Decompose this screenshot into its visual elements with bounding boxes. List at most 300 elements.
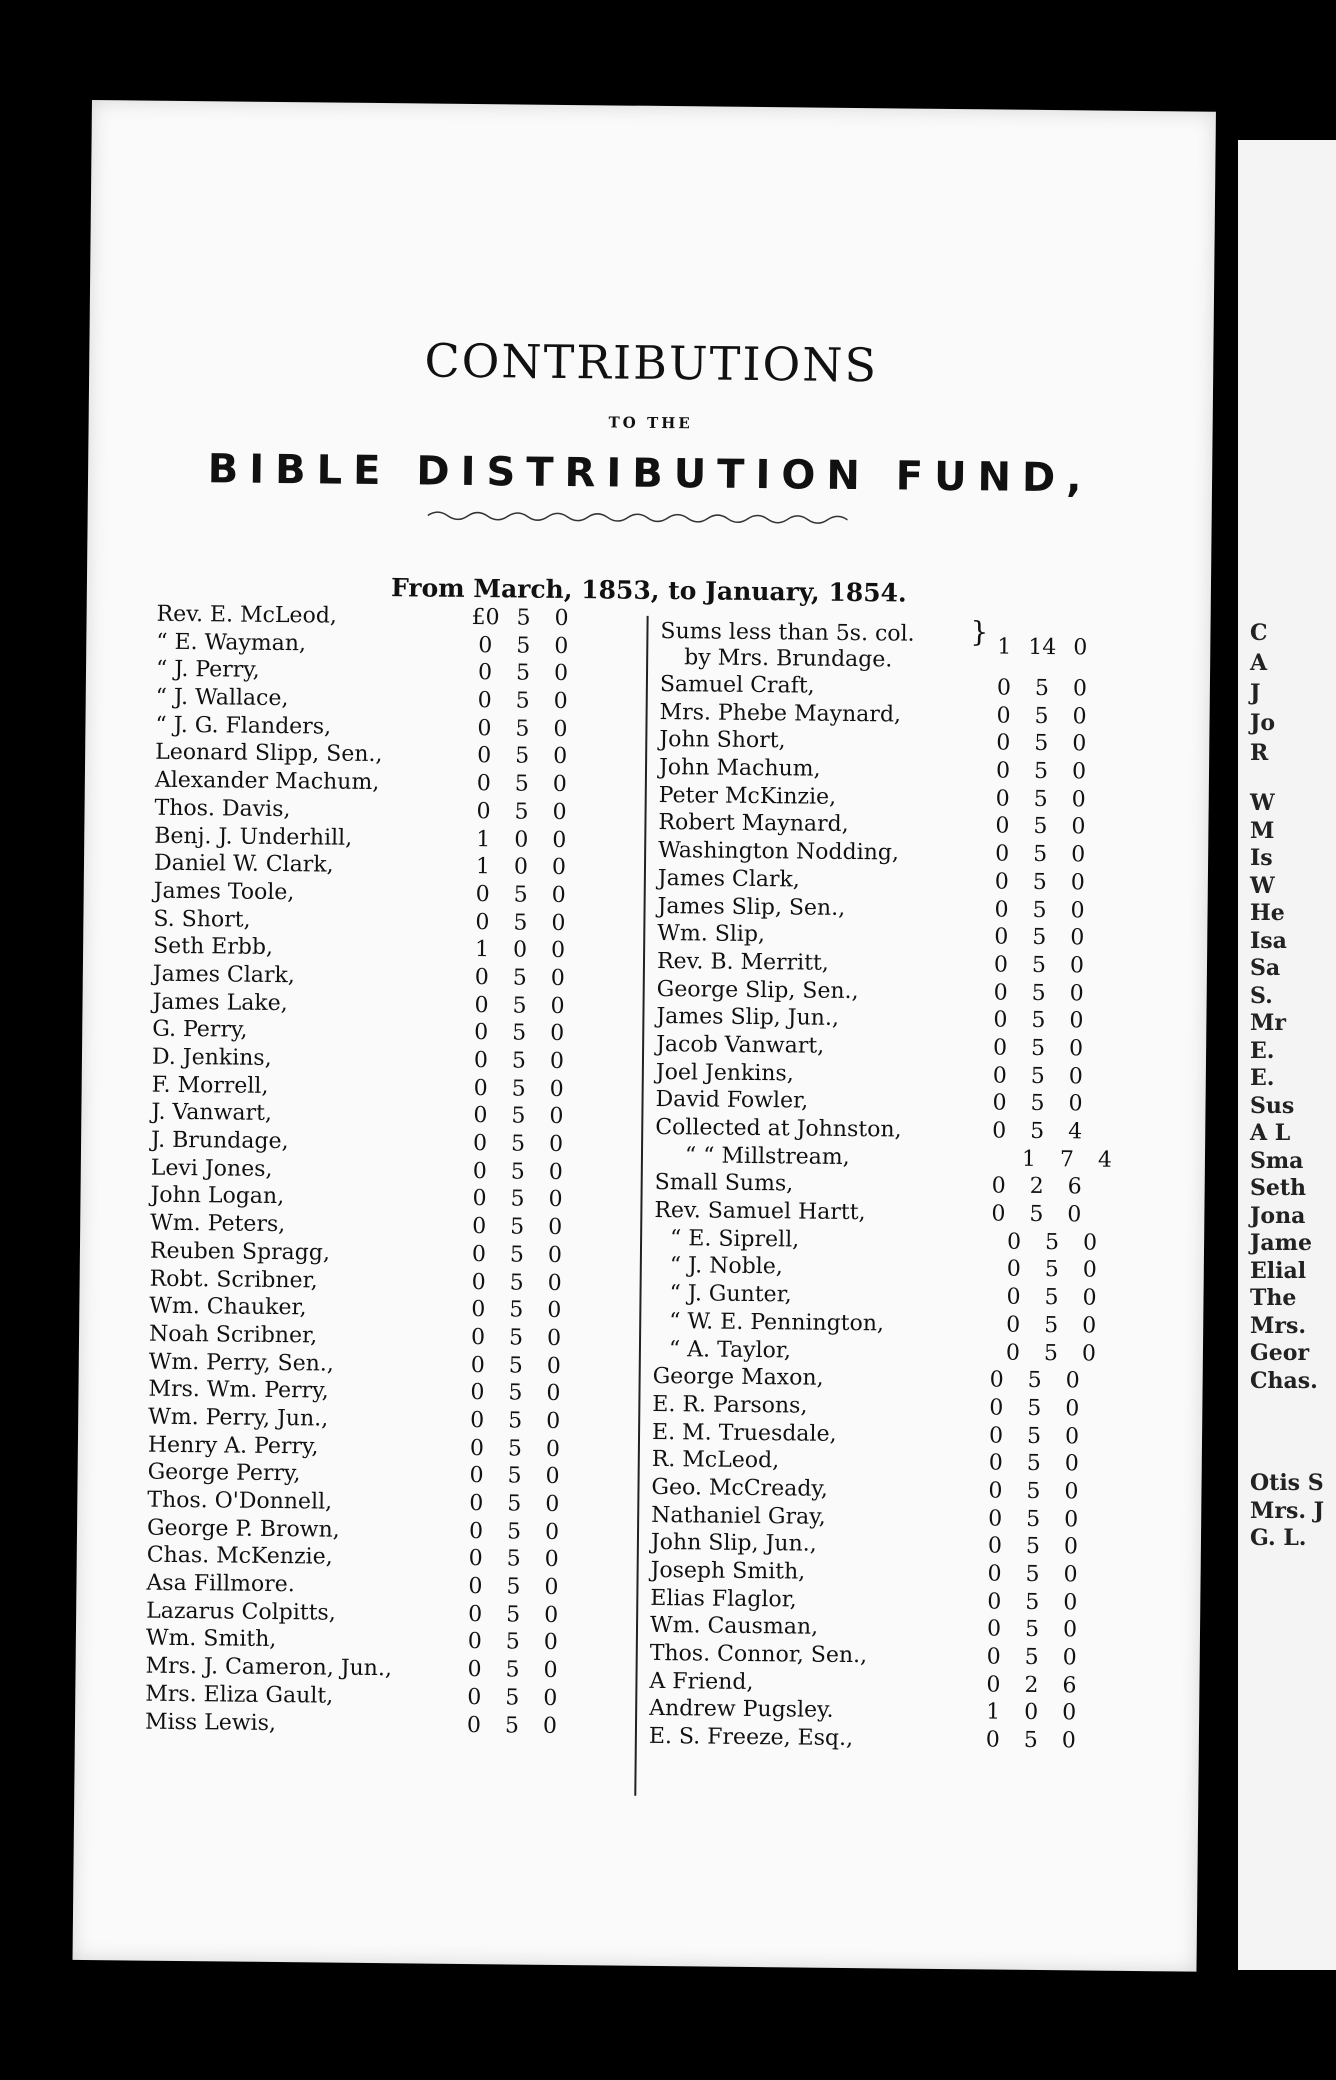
amount-pounds: 0 (469, 1463, 484, 1489)
adjacent-page-text: S. (1250, 982, 1273, 1009)
amount-shillings: 5 (1044, 1312, 1059, 1338)
left-contribution-column (145, 601, 697, 1742)
amount-shillings: 5 (513, 910, 528, 936)
amount-pence: 0 (544, 1602, 559, 1628)
amount-pounds: 0 (475, 881, 490, 908)
amount-pence: 0 (547, 1242, 563, 1268)
amount-shillings: 5 (1044, 1285, 1059, 1311)
amount-shillings: 5 (504, 1712, 520, 1739)
adjacent-page-text: Is (1250, 845, 1273, 871)
amount-shillings: 5 (505, 1629, 521, 1656)
amount-shillings: 5 (1026, 1478, 1041, 1504)
entry-name: John Machum, (658, 755, 821, 782)
amount-pounds: 0 (474, 992, 489, 1018)
amount-pence: 0 (543, 1685, 558, 1711)
amount-shillings: 2 (1024, 1672, 1039, 1698)
amount-pounds: 0 (469, 1435, 485, 1461)
amount-pounds: 0 (994, 869, 1009, 895)
amount-shillings: 5 (511, 1076, 526, 1102)
amount-pounds: 1 (997, 634, 1012, 660)
entry-name: Mrs. Eliza Gault, (145, 1681, 334, 1709)
amount-shillings: 5 (508, 1408, 523, 1434)
entry-name: Andrew Pugsley. (649, 1696, 834, 1724)
entry-name: Rev. E. McLeod, (156, 601, 337, 629)
amount-shillings: 5 (1033, 786, 1048, 812)
adjacent-page-text: G. L. (1250, 1525, 1307, 1551)
amount-pounds: 0 (995, 841, 1010, 867)
amount-shillings: 5 (1025, 1589, 1040, 1615)
amount-pounds: 0 (474, 1020, 489, 1046)
amount-pounds: 0 (472, 1158, 487, 1184)
amount-shillings: 5 (1034, 703, 1049, 729)
amount-pounds: 0 (473, 1103, 488, 1129)
entry-name: Miss Lewis, (144, 1709, 277, 1736)
amount-pence: 0 (544, 1574, 559, 1601)
adjacent-page-text: W (1250, 872, 1275, 899)
amount-pence: 0 (1064, 1479, 1079, 1505)
adjacent-page-text: Sa (1250, 955, 1281, 981)
amount-pounds: 0 (991, 1201, 1006, 1227)
document-page (73, 100, 1216, 1972)
amount-pence: 0 (1068, 1036, 1084, 1062)
adjacent-page-text: Mrs. (1250, 1312, 1306, 1339)
amount-pence: 0 (545, 1491, 560, 1517)
amount-shillings: 5 (511, 1103, 526, 1129)
entry-name: Wm. Peters, (150, 1210, 286, 1238)
entry-name: Seth Erbb, (153, 933, 274, 961)
amount-shillings: 2 (1029, 1174, 1044, 1200)
adjacent-page-text: C (1250, 620, 1268, 646)
amount-pounds: 0 (476, 798, 491, 825)
amount-pence: 0 (543, 1657, 558, 1684)
entry-name: J. Brundage, (150, 1127, 289, 1155)
entry-name: Wm. Causman, (649, 1613, 819, 1641)
amount-pence: 0 (544, 1519, 560, 1545)
amount-shillings: 5 (516, 633, 531, 659)
entry-name: D. Jenkins, (151, 1044, 272, 1071)
adjacent-page-text: Seth (1250, 1175, 1307, 1201)
amount-pence: 0 (1068, 1063, 1083, 1090)
amount-pounds: 0 (992, 1063, 1007, 1089)
entry-name: Joseph Smith, (650, 1557, 806, 1585)
adjacent-page-text: Sma (1250, 1147, 1304, 1174)
amount-pence: 0 (552, 799, 567, 825)
entry-name: “ J. Perry, (155, 657, 260, 684)
entry-name: Washington Nodding, (658, 838, 900, 866)
amount-shillings: 5 (510, 1186, 525, 1213)
amount-pence: 0 (550, 993, 565, 1019)
amount-pence: 0 (1082, 1313, 1097, 1339)
amount-pounds: 0 (991, 1173, 1006, 1200)
amount-pounds: 0 (987, 1533, 1003, 1559)
amount-shillings: 5 (512, 1020, 527, 1046)
amount-shillings: 5 (1030, 1118, 1045, 1145)
amount-pence: 0 (547, 1270, 562, 1296)
amount-pence: 0 (542, 1713, 558, 1739)
amount-pounds: 0 (468, 1574, 483, 1600)
amount-shillings: 5 (513, 882, 528, 908)
adjacent-page-text: A (1250, 650, 1268, 676)
amount-pence: 0 (549, 1076, 564, 1102)
amount-pence: 0 (1069, 980, 1084, 1006)
amount-shillings: 0 (512, 937, 528, 963)
amount-shillings: 5 (515, 716, 530, 742)
amount-pounds: 0 (988, 1506, 1003, 1532)
amount-pounds: 0 (1006, 1257, 1021, 1283)
entry-name: Rev. Samuel Hartt, (654, 1198, 866, 1226)
amount-pence: 0 (553, 688, 568, 715)
amount-pounds: 0 (470, 1324, 486, 1351)
amount-pounds: 0 (1006, 1284, 1021, 1310)
amount-pounds: 0 (995, 786, 1010, 812)
amount-pounds: 0 (1006, 1229, 1022, 1255)
adjacent-page-text: The (1250, 1285, 1297, 1311)
amount-pence: 0 (550, 938, 566, 964)
amount-shillings: 5 (1024, 1617, 1040, 1643)
amount-pence: 0 (1071, 787, 1086, 813)
amount-pence: 0 (553, 716, 568, 742)
entry-name: R. McLeod, (651, 1447, 780, 1474)
entry-name: Nathaniel Gray, (651, 1502, 826, 1530)
amount-pence: 0 (1062, 1645, 1077, 1671)
amount-pounds: £0 (471, 605, 500, 631)
amount-pence: 0 (1082, 1285, 1097, 1311)
amount-shillings: 5 (1027, 1395, 1042, 1421)
adjacent-page-text: Jo (1250, 710, 1276, 736)
entry-name: F. Morrell, (151, 1072, 269, 1099)
amount-pounds: 0 (476, 771, 491, 797)
adjacent-page-text: R (1250, 740, 1269, 766)
amount-pence: 0 (1081, 1340, 1097, 1367)
amount-pence: 0 (551, 910, 566, 936)
amount-pounds: 0 (467, 1657, 482, 1683)
amount-pounds: 0 (988, 1423, 1004, 1449)
amount-shillings: 5 (515, 660, 531, 686)
amount-pence: 0 (1062, 1700, 1077, 1726)
amount-pounds: 0 (995, 813, 1010, 840)
amount-pounds: 0 (986, 1616, 1002, 1642)
entry-name: Rev. B. Merritt, (656, 948, 829, 976)
amount-pence: 0 (1073, 634, 1088, 660)
list-item (145, 1708, 685, 1741)
entry-name: Mrs. J. Cameron, Jun., (145, 1653, 393, 1682)
amount-pence: 0 (1082, 1230, 1098, 1256)
amount-shillings: 5 (505, 1657, 520, 1683)
amount-pounds: 0 (470, 1380, 485, 1406)
list-item (660, 616, 1201, 677)
amount-pence: 0 (548, 1214, 563, 1241)
amount-pence: 0 (545, 1436, 561, 1462)
amount-shillings: 5 (1027, 1368, 1042, 1394)
amount-pounds: 0 (468, 1546, 483, 1572)
amount-shillings: 5 (516, 605, 531, 631)
amount-pounds: 0 (996, 675, 1012, 701)
entry-name: Mrs. Phebe Maynard, (659, 699, 902, 728)
amount-shillings: 0 (1024, 1700, 1039, 1726)
entry-name: Henry A. Perry, (147, 1432, 319, 1460)
entry-name: Peter McKinzie, (658, 782, 837, 810)
amount-shillings: 5 (1034, 675, 1050, 702)
fund-heading: BIBLE DISTRIBUTION FUND, (207, 446, 1093, 502)
amount-pence: 4 (1068, 1119, 1083, 1145)
amount-shillings: 0 (514, 826, 529, 853)
amount-shillings: 5 (1026, 1423, 1042, 1449)
amount-shillings: 0 (513, 854, 529, 880)
amount-pence: 0 (1065, 1396, 1080, 1422)
amount-pence: 6 (1062, 1673, 1077, 1699)
amount-pence: 0 (553, 661, 569, 687)
page-title: CONTRIBUTIONS (424, 333, 879, 393)
amount-shillings: 5 (515, 743, 530, 770)
amount-pounds: 0 (469, 1491, 484, 1517)
entry-name: “ J. G. Flanders, (155, 712, 332, 740)
amount-shillings: 5 (510, 1214, 525, 1240)
amount-pence: 0 (554, 633, 569, 659)
amount-pence: 0 (1068, 1091, 1083, 1117)
amount-pence: 0 (1064, 1506, 1079, 1533)
entry-name: A Friend, (649, 1668, 754, 1695)
amount-pence: 0 (1070, 897, 1085, 923)
amount-pounds: 0 (988, 1478, 1003, 1504)
amount-pence: 0 (552, 827, 567, 853)
entry-name: David Fowler, (655, 1087, 809, 1114)
amount-pounds: 0 (467, 1629, 483, 1655)
entry-name: Wm. Chauker, (149, 1293, 307, 1321)
amount-pounds: 0 (471, 1297, 486, 1323)
amount-pence: 0 (551, 882, 566, 908)
adjacent-page-text: A L (1250, 1120, 1291, 1146)
amount-pounds: 0 (992, 1035, 1008, 1061)
entry-name-continued: by Mrs. Brundage. (684, 645, 893, 673)
amount-shillings: 5 (1025, 1534, 1041, 1560)
adjacent-page-text: Jona (1250, 1202, 1306, 1229)
amount-pounds: 0 (989, 1367, 1004, 1393)
amount-pounds: 0 (987, 1589, 1002, 1615)
amount-shillings: 5 (1031, 952, 1047, 978)
list-item (649, 1723, 1189, 1756)
entry-name: James Lake, (152, 989, 288, 1016)
amount-pounds: 0 (1005, 1340, 1021, 1366)
amount-pounds: 0 (996, 703, 1011, 729)
entry-name: E. R. Parsons, (652, 1391, 808, 1419)
amount-shillings: 5 (1033, 758, 1049, 785)
amount-pence: 6 (1067, 1174, 1082, 1200)
entry-name: Thos. Davis, (154, 795, 291, 822)
entry-name: S. Short, (153, 906, 251, 933)
amount-pence: 0 (1063, 1562, 1078, 1588)
amount-pounds: 0 (468, 1601, 483, 1627)
amount-shillings: 5 (512, 965, 527, 991)
amount-shillings: 5 (1029, 1201, 1044, 1228)
amount-pounds: 1 (475, 854, 491, 880)
amount-shillings: 5 (514, 799, 529, 825)
amount-pounds: 0 (986, 1644, 1001, 1670)
amount-shillings: 5 (506, 1574, 521, 1600)
amount-shillings: 5 (506, 1546, 521, 1572)
entry-name: James Clark, (152, 961, 295, 989)
amount-pounds: 0 (987, 1561, 1002, 1587)
amount-pence: 0 (550, 1021, 565, 1047)
entry-name: E. S. Freeze, Esq., (648, 1724, 854, 1752)
right-contribution-column (634, 616, 1200, 1802)
amount-shillings: 5 (1031, 980, 1046, 1006)
amount-shillings: 5 (1030, 1091, 1045, 1117)
amount-pounds: 0 (995, 758, 1011, 784)
amount-pounds: 0 (471, 1269, 486, 1295)
entry-name: Robt. Scribner, (149, 1266, 318, 1293)
entry-name: Noah Scribner, (148, 1321, 318, 1349)
amount-shillings: 5 (506, 1519, 522, 1545)
entry-name: “ J. Gunter, (669, 1281, 792, 1308)
amount-pence: 0 (1071, 814, 1086, 840)
amount-shillings: 5 (511, 1048, 527, 1074)
amount-pence: 0 (548, 1159, 563, 1185)
amount-pounds: 0 (470, 1352, 485, 1378)
amount-pence: 0 (1070, 870, 1085, 896)
adjacent-page-text: J (1250, 680, 1261, 706)
amount-shillings: 5 (1032, 925, 1047, 951)
brace-icon: } (970, 615, 989, 649)
adjacent-page-text: Mr (1250, 1010, 1286, 1036)
amount-pence: 0 (1062, 1617, 1078, 1643)
amount-pounds: 0 (473, 1048, 489, 1074)
entry-name: Wm. Perry, Jun., (148, 1404, 329, 1432)
amount-pence: 0 (548, 1187, 563, 1213)
entry-name: “ A. Taylor, (668, 1336, 792, 1363)
entry-name: George P. Brown, (146, 1515, 340, 1543)
amount-pounds: 1 (474, 937, 490, 963)
amount-pounds: 0 (993, 1007, 1008, 1033)
amount-pence: 0 (549, 1104, 564, 1130)
amount-shillings: 5 (1026, 1506, 1041, 1532)
entry-name: James Clark, (657, 865, 800, 893)
amount-pounds: 0 (468, 1518, 484, 1544)
entry-name: Mrs. Wm. Perry, (148, 1376, 329, 1404)
entry-name: Samuel Craft, (659, 671, 815, 699)
amount-pounds: 0 (472, 1214, 487, 1240)
amount-shillings: 14 (1028, 634, 1057, 660)
amount-shillings: 5 (510, 1131, 526, 1157)
amount-pounds: 0 (1006, 1312, 1021, 1338)
wavy-rule-ornament (428, 509, 848, 527)
entry-name: J. Vanwart, (151, 1100, 273, 1127)
amount-shillings: 5 (1026, 1451, 1041, 1477)
amount-pounds: 0 (478, 632, 493, 658)
amount-pounds: 0 (466, 1712, 482, 1738)
subtitle-to-the: TO THE (608, 413, 693, 433)
amount-shillings: 5 (1024, 1644, 1039, 1671)
amount-pence: 0 (553, 744, 568, 770)
amount-pence: 0 (1072, 676, 1088, 702)
amount-pounds: 0 (473, 1075, 488, 1101)
amount-pounds: 0 (474, 964, 489, 991)
amount-pence: 0 (1064, 1451, 1079, 1477)
adjacent-page-text: Elial (1250, 1257, 1307, 1284)
amount-pounds: 0 (986, 1672, 1001, 1698)
amount-pence: 0 (1071, 842, 1086, 868)
entry-name: “ J. Noble, (669, 1253, 783, 1280)
adjacent-page-text: Geor (1250, 1340, 1310, 1366)
amount-pence: 0 (549, 1048, 565, 1074)
amount-pounds: 0 (989, 1395, 1004, 1421)
amount-shillings: 5 (1032, 869, 1047, 895)
amount-pence: 0 (1071, 759, 1087, 785)
amount-pence: 0 (546, 1325, 562, 1351)
amount-pence: 0 (545, 1464, 560, 1490)
entry-name: Reuben Spragg, (149, 1238, 331, 1266)
adjacent-page-text: Jame (1250, 1230, 1312, 1256)
adjacent-page-text: W (1250, 790, 1275, 816)
amount-shillings: 5 (508, 1352, 523, 1379)
amount-pounds: 0 (477, 743, 492, 769)
amount-pounds: 0 (477, 715, 492, 741)
entry-name: Wm. Smith, (145, 1626, 277, 1653)
amount-pence: 0 (551, 855, 567, 881)
entry-name: John Slip, Jun., (650, 1530, 817, 1557)
entry-name: James Toole, (153, 878, 295, 906)
amount-pounds: 0 (988, 1450, 1003, 1476)
amount-shillings: 5 (509, 1269, 524, 1296)
entry-name: Robert Maynard, (658, 810, 849, 838)
entry-name: E. M. Truesdale, (651, 1419, 837, 1447)
amount-pounds: 0 (475, 909, 490, 935)
entry-name: Benj. J. Underhill, (154, 823, 353, 851)
entry-name: Chas. McKenzie, (146, 1543, 333, 1570)
entry-name: “ E. Siprell, (669, 1225, 800, 1253)
entry-name: Wm. Slip, (657, 921, 766, 948)
entry-name: Wm. Perry, Sen., (148, 1349, 334, 1377)
entry-name: “ E. Wayman, (156, 629, 307, 656)
entry-name: Alexander Machum, (154, 767, 380, 796)
amount-pence: 0 (1064, 1423, 1080, 1449)
amount-pence: 4 (1097, 1147, 1113, 1173)
amount-shillings: 5 (507, 1491, 522, 1517)
amount-pence: 0 (550, 965, 565, 991)
amount-pounds: 1 (476, 826, 491, 852)
amount-pounds: 0 (472, 1186, 487, 1212)
entry-name: “ “ Millstream, (684, 1142, 850, 1170)
amount-shillings: 5 (505, 1685, 520, 1711)
adjacent-page-text: M (1250, 817, 1275, 844)
amount-pounds: 1 (1021, 1146, 1037, 1172)
entry-name: Collected at Johnston, (655, 1114, 902, 1143)
amount-shillings: 5 (1043, 1340, 1059, 1366)
adjacent-page-text: Mrs. J (1250, 1497, 1325, 1524)
entry-name: Lazarus Colpitts, (146, 1598, 336, 1626)
amount-pounds: 0 (992, 1118, 1007, 1144)
amount-shillings: 5 (512, 993, 527, 1019)
amount-pence: 0 (1061, 1728, 1077, 1754)
entry-name: John Short, (659, 727, 786, 754)
amount-shillings: 5 (1032, 897, 1047, 923)
amount-shillings: 5 (1033, 814, 1048, 840)
amount-pence: 0 (1069, 953, 1085, 979)
entry-name: Asa Fillmore. (146, 1570, 295, 1598)
amount-shillings: 5 (1023, 1727, 1039, 1754)
entry-name: “ J. Wallace, (155, 684, 289, 712)
amount-pounds: 0 (994, 896, 1009, 923)
amount-shillings: 5 (508, 1380, 523, 1406)
adjacent-page-text: Isa (1250, 927, 1287, 954)
amount-pence: 0 (548, 1131, 564, 1158)
amount-pence: 0 (543, 1630, 558, 1656)
amount-pounds: 0 (471, 1241, 487, 1268)
entry-name: John Logan, (150, 1183, 285, 1210)
amount-pounds: 0 (994, 924, 1009, 950)
entry-name: George Maxon, (652, 1364, 824, 1391)
amount-pence: 0 (1065, 1368, 1080, 1394)
amount-shillings: 5 (1044, 1229, 1060, 1255)
